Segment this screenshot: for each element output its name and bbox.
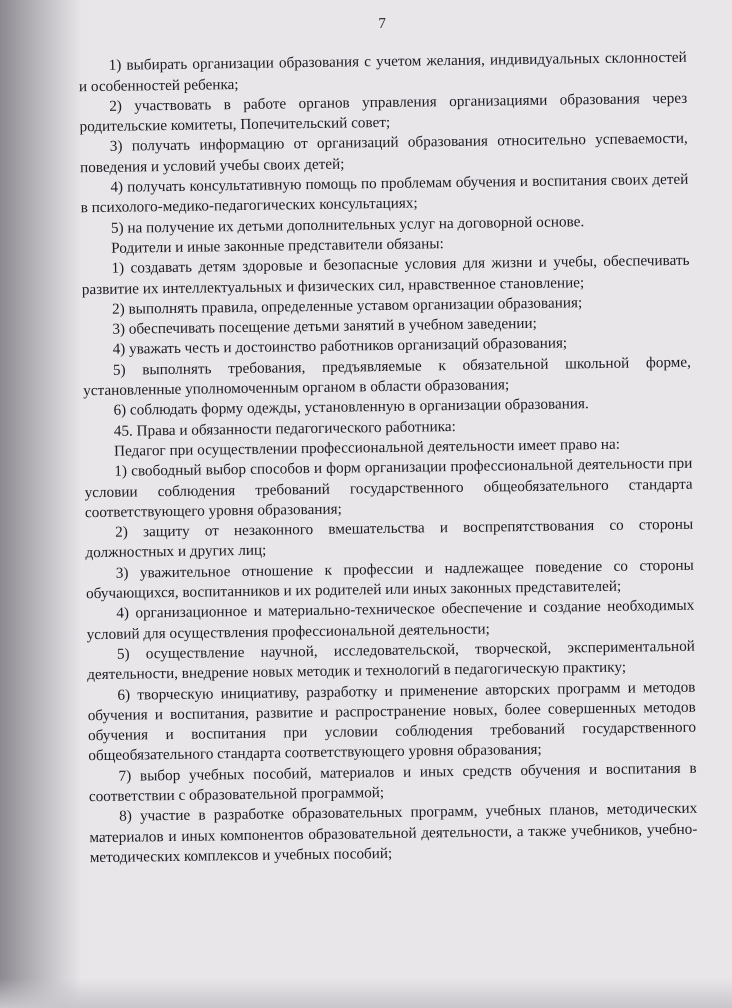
paragraph: 2) выполнять правила, определенные уставом организации образования;	[111, 294, 583, 318]
section-heading: 45. Права и обязанности педагогического работника:	[113, 417, 456, 440]
paragraph: 3) получать информацию от организаций образования относительно успеваемости, поведения и условий учебы своих детей;	[79, 130, 688, 177]
paragraph: 4) уважать честь и достоинство работников организаций образования;	[112, 334, 568, 359]
paragraph: 2) участвовать в работе органов управления организациями образования через родительские комитеты, Попечительский совет;	[79, 89, 688, 136]
document-page	[78, 10, 699, 978]
paragraph: 3) обеспечивать посещение детьми занятий в учебном заведении;	[112, 315, 537, 338]
document-body	[79, 48, 698, 868]
paragraph: Родители и иные законные представители обязаны:	[111, 235, 444, 257]
paragraph: 7) выбор учебных пособий, материалов и иных средств обучения и воспитания в соответствии с образовательной программой;	[88, 759, 697, 806]
scan-bottom-shadow	[0, 978, 732, 1008]
paragraph: 5) осуществление научной, исследовательской, творческой, экспериментальной деятельности, внедрение новых методик и технологий в педагогическую практику;	[87, 637, 695, 684]
paragraph: 5) выполнять требования, предъявляемые к обязательной школьной форме, установленные уполномоченным органом в области образования;	[83, 353, 692, 400]
paragraph: 6) творческую инициативу, разработку и применение авторских программ и методов обучения и воспитания, развитие и распространение новых, более совершенных методов обучения и воспитания при условии соблюдения требований государственного общеобязательного стандарта соответствующего уровня образования;	[87, 678, 697, 765]
scan-binding-shadow	[0, 0, 82, 1008]
paragraph: Педагог при осуществлении профессиональной деятельности имеет право на:	[113, 435, 621, 460]
paragraph: 2) защиту от незаконного вмешательства и воспрепятствования со стороны должностных и других лиц;	[85, 515, 694, 562]
paragraph: 4) организационное и материально-техническое обеспечение и создание необходимых условий для осуществления профессиональной деятельности;	[86, 597, 695, 643]
paragraph: 1) свободный выбор способов и форм организации профессиональной деятельности при условии соблюдения требований государственного общеобязательного стандарта соответствующего уровня образования;	[84, 454, 693, 522]
paragraph: 8) участие в разработке образовательных программ, учебных планов, методических материалов и иных компонентов образовательной деятельности, а также учебников, учебно-методических комплексов и учебных пособий;	[89, 799, 698, 867]
paragraph: 3) уважительное отношение к профессии и надлежащее поведение со стороны обучающихся, воспитанников и их родителей или иных законных представителей;	[85, 556, 694, 603]
page-number: 7	[378, 15, 387, 33]
paragraph: 6) соблюдать форму одежды, установленную в организации образования.	[113, 395, 589, 420]
paragraph: 1) создавать детям здоровые и безопасные условия для жизни и учебы, обеспечивать развитие их интеллектуальных и физических сил, нравственное становление;	[81, 251, 690, 298]
paragraph: 4) получать консультативную помощь по проблемам обучения и воспитания своих детей в психолого-медико-педагогических консультациях;	[80, 170, 689, 217]
paragraph: 5) на получение их детьми дополнительных услуг на договорной основе.	[110, 212, 585, 237]
paragraph: 1) выбирать организации образования с учетом желания, индивидуальных склонностей и особенностей ребенка;	[78, 49, 687, 95]
